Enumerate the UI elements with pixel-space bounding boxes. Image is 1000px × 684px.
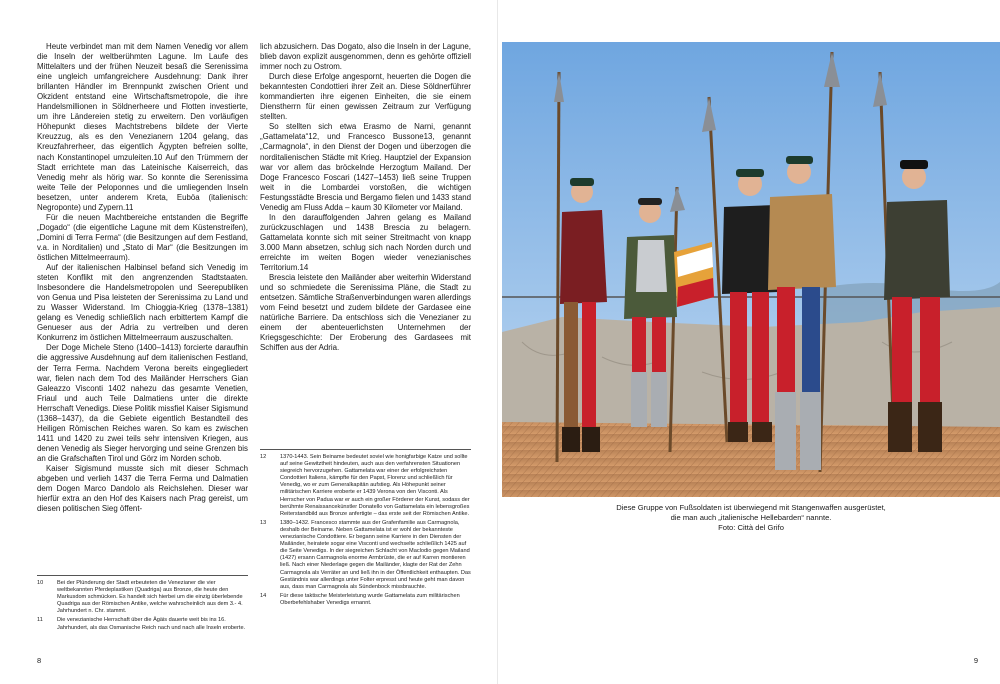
photo-illustration — [502, 42, 1000, 497]
page-number-right: 9 — [973, 656, 978, 665]
footnotes-column-2 — [260, 449, 471, 609]
paragraph: Auf der italienischen Halbinsel befand sich Venedig im steten Konflikt mit den angrenzenden Stadtstaaten. Insbesondere die Handelsmetropolen und Seerepubliken von Genua und Pisa leisteten der Serenissima zu Land und zu Wasser Widerstand. Im Chioggia-Krieg (1378–1381) gelang es Venedig schließlich nach erbittertem Kampf die Genueser aus der Adria zu vertreiben und deren Konkurrenz im östlichen Mittelmeerraum auszuschalten. — [37, 263, 248, 343]
footnote-number: 13 — [260, 519, 267, 526]
left-page — [0, 0, 497, 684]
caption-line: die man auch „italienische Hellebarden“ nannte. — [670, 513, 832, 522]
paragraph: Heute verbindet man mit dem Namen Venedig vor allem die Inseln der weltberühmten Lagune. Im Laufe des Mittelalters und der frühen Neuzeit besaß die Serenissima eine ungleich umfangreichere Ausdehnung: Dank ihrer brillanten Händler im Brennpunkt zwischen Orient und Okzident entstand eine Wirtschaftsmetropole, die ihre Handelsmillionen in Söldnerheere und Flotten investierte, um ihre Ländereien stetig zu erweitern. Den vorläufigen Höhepunkt dieses Machtstrebens bildete der Vierte Kreuzzug, als es den Venezianern 1204 gelang, das Kreuzfahrerheer, das eigentlich Ägypten befreien sollte, nach Konstantinopel umzuleiten.10 Auf den Trümmern der Stadt errichtete man das Lateinische Kaiserreich, das Venedig mehr als hörig war. So konnte die Serenissima weite Teile der Peloponnes und die umliegenden Inseln besetzen, unter anderem Kreta, Euböa (italienisch: Negroponte) und Zypern.11 — [37, 42, 248, 212]
footnote-text: 1370-1443. Sein Beiname bedeutet soviel wie honigfarbige Katze und sollte auf seine Gewitztheit hindeuten, auch aus den verfahrensten Situationen siegreich hervorzugehen. Gattamelata war einer der erfolgreichsten Condottieri Italiens, kämpfte für den Papst, Florenz und schließlich für Venedig, wo er zum Generalkapitän aufstieg. Als Höhepunkt seiner militärischen Karriere eroberte er 1439 Verona von den Visconti. Als Herrscher von Padua war er auch ein großer Förderer der Kunst, sodass der berühmte Renaissancekünstler Donatello von Gattamelata ein lebensgroßes Reiterstandbild aus Bronze anfertigte – das erste seit der Römischen Antike. — [280, 454, 470, 517]
footnote-text: Die venezianische Herrschaft über die Ägäis dauerte weit bis ins 16. Jahrhundert, als das Osmanische Reich nach und nach alle Inseln eroberte. — [57, 617, 246, 631]
photo-caption — [502, 503, 1000, 533]
footnote-text: 1380–1432. Francesco stammte aus der Grafenfamilie aus Carmagnola, deshalb der Beiname. Neben Gattamelata ist er wohl der bekannteste venezianische Condottiere. Er begann seine Karriere in den Diensten der Mailänder, heiratete sogar eine Visconti und wechselte schließlich 1425 auf die Seite Venedigs. In der siegreichen Schlacht von Maclodio gegen Mailand (1427) ersann Carmagnola enorme Armbrüste, die er auf Karren montieren ließ. Nach einer Niederlage gegen die Mailänder, klagte der Rat der Zehn Carmagnola als Verräter an und ließ ihn in der Öffentlichkeit enthaupten. Das Geständnis war allerdings unter Folter erpresst und heute geht man davon aus, dass man Carmagnola als Sündenbock missbrauchte. — [280, 519, 471, 590]
caption-line: Diese Gruppe von Fußsoldaten ist überwiegend mit Stangenwaffen ausgerüstet, — [616, 503, 886, 512]
paragraph: Kaiser Sigismund musste sich mit dieser Schmach abgeben und verlieh 1437 die Terra Ferma und Dalmatien dem Dogen Marco Dandolo als Reichslehen. Dieser war hierfür extra an den Hof des Kaisers nach Prag gereist, um diesen politischen Sieg öffent- — [37, 463, 248, 514]
paragraph: In den darauffolgenden Jahren gelang es Mailand zurückzuschlagen und 1438 Brescia zu belagern. Gattamelata konnte sich mit seiner Streitmacht von knapp 3.000 Mann absetzen, schlug sich nach Norden durch und erreichte im weiten Bogen wieder venezianisches Territorium.14 — [260, 212, 471, 273]
footnote — [260, 454, 471, 518]
paragraph: lich abzusichern. Das Dogato, also die Inseln in der Lagune, blieb davon explizit ausgenommen, denn es gehörte offiziell immer noch zu Ostrom. — [260, 42, 471, 72]
footnote-number: 11 — [37, 617, 43, 624]
footnote-text: Bei der Plünderung der Stadt erbeuteten die Venezianer die vier weltbekannten Pferdeplastiken (Quadriga) aus Bronze, die heute den Markusdom schmücken. Es handelt sich hierbei um die einzig überlebende Quadriga aus der Römischen Antike, welche wahrscheinlich aus dem 3.- 4. Jahrhundert n. Chr. stammt. — [57, 580, 243, 615]
photo-credit: Foto: Città del Grifo — [718, 523, 784, 532]
footnote — [37, 617, 248, 631]
paragraph: So stellten sich etwa Erasmo de Narni, genannt „Gattamelata“12, und Francesco Bussone13, genannt „Carmagnola“, in den Dienst der Dogen und überzogen die norditalienischen Städte mit Krieg. Hauptziel der Expansion war vor allem das bröckelnde Herzogtum Mailand. Der Doge Francesco Foscari (1427–1453) ließ seine Truppen weit in die Lombardei vorstoßen, die wichtigen Festungsstädte Brescia und Bergamo fielen und 1433 stand Venedig am Fluss Adda – kaum 30 Kilometer vor Mailand. — [260, 122, 471, 212]
soldiers-photo — [502, 42, 1000, 497]
footnote — [260, 520, 471, 591]
page-number-left: 8 — [37, 656, 42, 665]
footnote-number: 14 — [260, 592, 267, 599]
paragraph: Durch diese Erfolge angespornt, heuerten die Dogen die bekanntesten Condottieri ihrer Zeit an. Diese Söldnerführer kommandierten ihre eigenen Einheiten, die sie einem Dienstherrn für einen gewissen Zeitraum zur Verfügung stellten. — [260, 72, 471, 122]
right-page — [497, 0, 1000, 684]
footnote-number: 12 — [260, 454, 267, 460]
footnote — [37, 580, 248, 615]
text-column-2 — [260, 42, 471, 353]
paragraph: Für die neuen Machtbereiche entstanden die Begriffe „Dogado“ (die eigentliche Lagune mit dem Küstenstreifen), „Domini di Terra Ferma“ (die Besitzungen auf dem Festland, v.a. in Norditalien) und „Stato di Mar“ (die Besitzungen im östlichen Mittelmeerraum). — [37, 212, 248, 262]
footnote — [260, 593, 471, 607]
paragraph: Der Doge Michele Steno (1400–1413) forcierte daraufhin die aggressive Ausdehnung auf dem italienischen Festland, der Terra Ferma. Nachdem Verona bereits eingegliedert war, fielen nach dem Tod des Mailänder Herrschers Gian Galeazzo Visconti 1402 nahezu das gesamte Venetien, Friaul und auch Teile Dalmatiens unter die direkte Herrschaft Venedigs. Diese Politik missfiel Kaiser Sigismund (1368–1437), da die Gebiete eigentlich Bestandteil des Heiligen Römischen Reiches waren. So kam es zwischen 1411 und 1420 zu zwei teils sehr intensiven Kriegen, aus denen Venedig als Sieger hervorging und seine Grenzen bis an die Grafschaften Tirol und Görz im Norden schob. — [37, 343, 248, 463]
paragraph: Brescia leistete den Mailänder aber weiterhin Widerstand und so schmiedete die Serenissima Pläne, die Stadt zu entsetzen. Sämtliche Straßenverbindungen waren allerdings vom Feind besetzt und zudem bildete der Gardasee eine natürliche Barriere. Da entschloss sich die Venezianer zu einem der abenteuerlichsten Unternehmen der Kriegsgeschichte: Der Eroberung des Gardasees mit Schiffen aus der Adria. — [260, 273, 471, 353]
text-column-1 — [37, 42, 248, 514]
footnotes-column-1 — [37, 575, 248, 634]
footnote-text: Für diese taktische Meisterleistung wurde Gattamelata zum militärischen Oberbefehlshaber Venedigs ernannt. — [280, 592, 460, 606]
footnote-number: 10 — [37, 580, 44, 586]
